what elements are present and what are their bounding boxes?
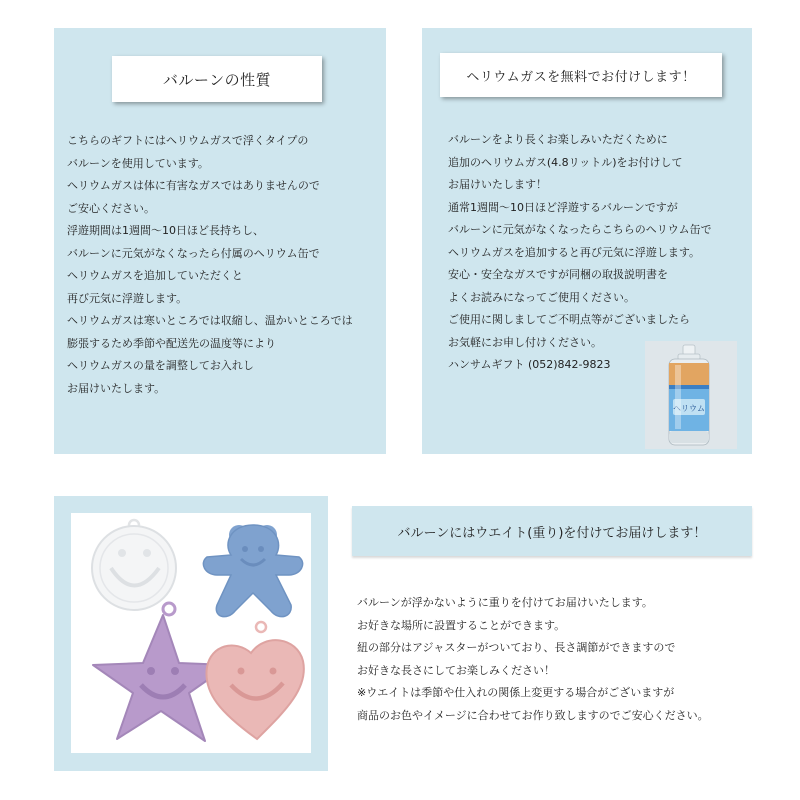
right-info-panel xyxy=(422,28,752,454)
text-line: 安心・安全なガスですが同梱の取扱説明書を xyxy=(448,268,668,281)
text-line: バルーンが浮かないように重りを付けてお届けいたします。 xyxy=(357,596,653,609)
left-panel-text xyxy=(67,130,353,400)
balloon-weights-illustration xyxy=(71,513,311,753)
text-line: ヘリウムガスを追加していただくと xyxy=(67,269,243,282)
text-line: こちらのギフトにはヘリウムガスで浮くタイプの xyxy=(67,134,309,147)
helium-can-icon xyxy=(645,341,737,449)
left-info-panel xyxy=(54,28,386,454)
text-line: バルーンをより長くお楽しみいただくために xyxy=(448,133,668,146)
text-line: バルーンに元気がなくなったらこちらのヘリウム缶で xyxy=(448,223,712,236)
text-line: 再び元気に浮遊します。 xyxy=(67,291,188,305)
right-panel-title: ヘリウムガスを無料でお付けします！ xyxy=(440,53,722,97)
text-line: ヘリウムガスの量を調整してお入れし xyxy=(67,359,254,372)
svg-text:ヘリウム: ヘリウム xyxy=(673,404,705,413)
text-line: 浮遊期間は1週間～10日ほど長持ちし、 xyxy=(67,224,264,237)
helium-can-photo xyxy=(645,341,737,449)
text-line: 紐の部分はアジャスターがついており、長さ調節ができますので xyxy=(357,641,676,654)
text-line: 商品のお色やイメージに合わせてお作り致しますのでご安心ください。 xyxy=(357,708,709,722)
right-panel-text xyxy=(448,129,712,377)
text-line: ハンサムギフト (052)842-9823 xyxy=(448,358,611,371)
text-line: お届けいたします。 xyxy=(67,381,166,395)
text-line: ヘリウムガスは寒いところでは収縮し、温かいところでは xyxy=(67,314,353,327)
text-line: よくお読みになってご使用ください。 xyxy=(448,290,635,304)
text-line: 膨張するため季節や配送先の温度等により xyxy=(67,336,276,350)
text-line: ※ウエイトは季節や仕入れの関係上変更する場合がございますが xyxy=(357,686,675,699)
text-line: ヘリウムガスを追加すると再び元気に浮遊します。 xyxy=(448,245,701,259)
weights-section-text xyxy=(357,592,709,727)
weights-photo-panel xyxy=(54,496,328,771)
left-panel-title: バルーンの性質 xyxy=(112,56,322,102)
text-line: お届けいたします！ xyxy=(448,178,547,191)
text-line: ご使用に関しましてご不明点等がございましたら xyxy=(448,313,690,326)
text-line: ヘリウムガスは体に有害なガスではありませんので xyxy=(67,179,320,192)
weights-photo xyxy=(71,513,311,753)
text-line: 追加のヘリウムガス(4.8リットル)をお付けして xyxy=(448,155,683,169)
text-line: お好きな長さにしてお楽しみください！ xyxy=(357,663,555,677)
text-line: バルーンに元気がなくなったら付属のヘリウム缶で xyxy=(67,246,320,260)
text-line: お好きな場所に設置することができます。 xyxy=(357,618,566,632)
text-line: お気軽にお申し付けください。 xyxy=(448,335,602,349)
text-line: ご安心ください。 xyxy=(67,201,155,215)
text-line: バルーンを使用しています。 xyxy=(67,156,209,170)
weights-section-title: バルーンにはウエイト(重り)を付けてお届けします！ xyxy=(352,506,752,556)
text-line: 通常1週間～10日ほど浮遊するバルーンですが xyxy=(448,200,678,214)
